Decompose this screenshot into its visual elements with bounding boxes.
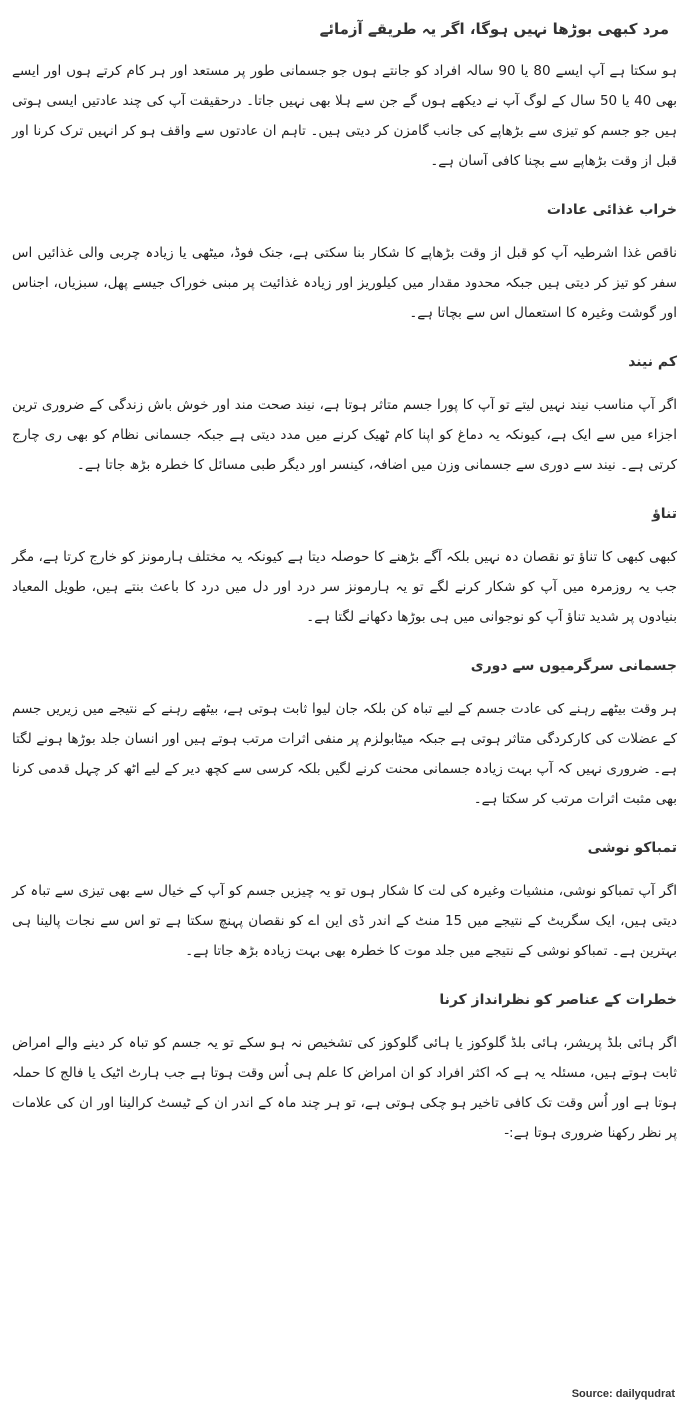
section-body-activity: ہر وقت بیٹھے رہنے کی عادت جسم کے لیے تباہ کن بلکہ جان لیوا ثابت ہوتی ہے، بیٹھے رہنے کے نتیجے میں زیریں جسم کے عضلات کی کارکردگی متاثر ہوتی ہے جبکہ میٹابولزم پر منفی اثرات مرتب ہوتے ہیں اور انسان جلد بوڑھا ہونے لگتا ہے۔ ضروری نہیں کہ آپ بہت زیادہ جسمانی محنت کرنے لگیں بلکہ کرسی سے کچھ دیر کے لیے اٹھ کر چہل قدمی کرنا بھی مثبت اثرات مرتب کر سکتا ہے۔ bbox=[12, 701, 677, 807]
section-heading-sleep: کم نیند bbox=[628, 354, 677, 370]
section-heading-diet: خراب غذائی عادات bbox=[546, 202, 677, 218]
section-body-risk-factors: اگر ہائی بلڈ پریشر، ہائی بلڈ گلوکوز یا ہائی گلوکوز کی تشخیص نہ ہو سکے تو یہ جسم کو تباہ کر دینے والے امراض ثابت ہوتے ہیں، مسئلہ یہ ہے کہ اکثر افراد کو ان امراض کا علم ہی اُس وقت ہوتا ہے جب ہارٹ اٹیک یا فالج کا حملہ ہوتا ہے اور اُس وقت تک کافی تاخیر ہو چکی ہوتی ہے، تو ہر چند ماہ کے اندر ان کے ٹیسٹ کرالینا اور ان کی علامات پر نظر رکھنا ضروری ہوتا ہے:- bbox=[12, 1035, 677, 1141]
intro-paragraph: ہو سکتا ہے آپ ایسے 80 یا 90 سالہ افراد کو جانتے ہوں جو جسمانی طور پر مستعد اور ہر کام کرتے ہوں اور ایسے بھی 40 یا 50 سال کے لوگ آپ نے دیکھے ہوں گے جن سے ہلا بھی نہیں جاتا۔ درحقیقت آپ کی چند عادتیں ایسی ہوتی ہیں جو جسم کو تیزی سے بڑھاپے کی جانب گامزن کر دیتی ہیں۔ تاہم ان عادتوں سے واقف ہو کر انہیں ترک کرنا اور قبل از وقت بڑھاپے سے بچنا کافی آسان ہے۔ bbox=[12, 63, 677, 169]
section-heading-risk-factors: خطرات کے عناصر کو نظرانداز کرنا bbox=[439, 992, 677, 1008]
section-body-diet: ناقص غذا اشرطیہ آپ کو قبل از وقت بڑھاپے کا شکار بنا سکتی ہے، جنک فوڈ، میٹھی یا زیادہ چربی والی غذائیں اس سفر کو تیز کر دیتی ہیں جبکہ محدود مقدار میں کیلوریز اور زیادہ غذائیت پر مبنی خوراک جیسے پھل، سبزیاں، اجناس اور گوشت وغیرہ کا استعمال اس سے بچاتا ہے۔ bbox=[12, 245, 677, 321]
article bbox=[12, 0, 677, 1148]
section-heading-activity: جسمانی سرگرمیوں سے دوری bbox=[470, 658, 677, 674]
section-heading-smoking: تمباکو نوشی bbox=[587, 840, 677, 856]
source-credit: Source: dailyqudrat bbox=[571, 1388, 675, 1400]
section-body-sleep: اگر آپ مناسب نیند نہیں لیتے تو آپ کا پورا جسم متاثر ہوتا ہے، نیند صحت مند اور خوش باش زندگی کے ضروری ترین اجزاء میں سے ایک ہے، کیونکہ یہ دماغ کو اپنا کام ٹھیک کرنے میں مدد دیتی ہے جبکہ جسمانی نظام کو بھی ری چارج کرتی ہے۔ نیند سے دوری سے جسمانی وزن میں اضافہ، کینسر اور دیگر طبی مسائل کا خطرہ بڑھ جاتا ہے۔ bbox=[12, 397, 677, 473]
section-body-smoking: اگر آپ تمباکو نوشی، منشیات وغیرہ کی لت کا شکار ہوں تو یہ چیزیں جسم کو آپ کے خیال سے بھی تیزی سے تباہ کر دیتی ہیں، ایک سگریٹ کے نتیجے میں 15 منٹ کے اندر ڈی این اے کو نقصان پہنچ سکتا ہے تو اس سے نجات پالینا ہی بہترین ہے۔ تمباکو نوشی کے نتیجے میں جلد موت کا خطرہ بھی بہت زیادہ بڑھ جاتا ہے۔ bbox=[12, 883, 677, 959]
section-heading-stress: تناؤ bbox=[652, 506, 677, 522]
article-title: مرد کبھی بوڑھا نہیں ہوگا، اگر یہ طریقے آزمائے bbox=[319, 20, 669, 38]
section-body-stress: کبھی کبھی کا تناؤ تو نقصان دہ نہیں بلکہ آگے بڑھنے کا حوصلہ دیتا ہے کیونکہ یہ مختلف ہارمونز کو خارج کرتا ہے، مگر جب یہ روزمرہ میں آپ کو شکار کرنے لگے تو یہ ہارمونز سر درد اور دل میں درد کا باعث بنتے ہیں، طویل المعیاد بنیادوں پر شدید تناؤ آپ کو نوجوانی میں ہی بوڑھا دکھانے لگتا ہے۔ bbox=[12, 549, 677, 625]
